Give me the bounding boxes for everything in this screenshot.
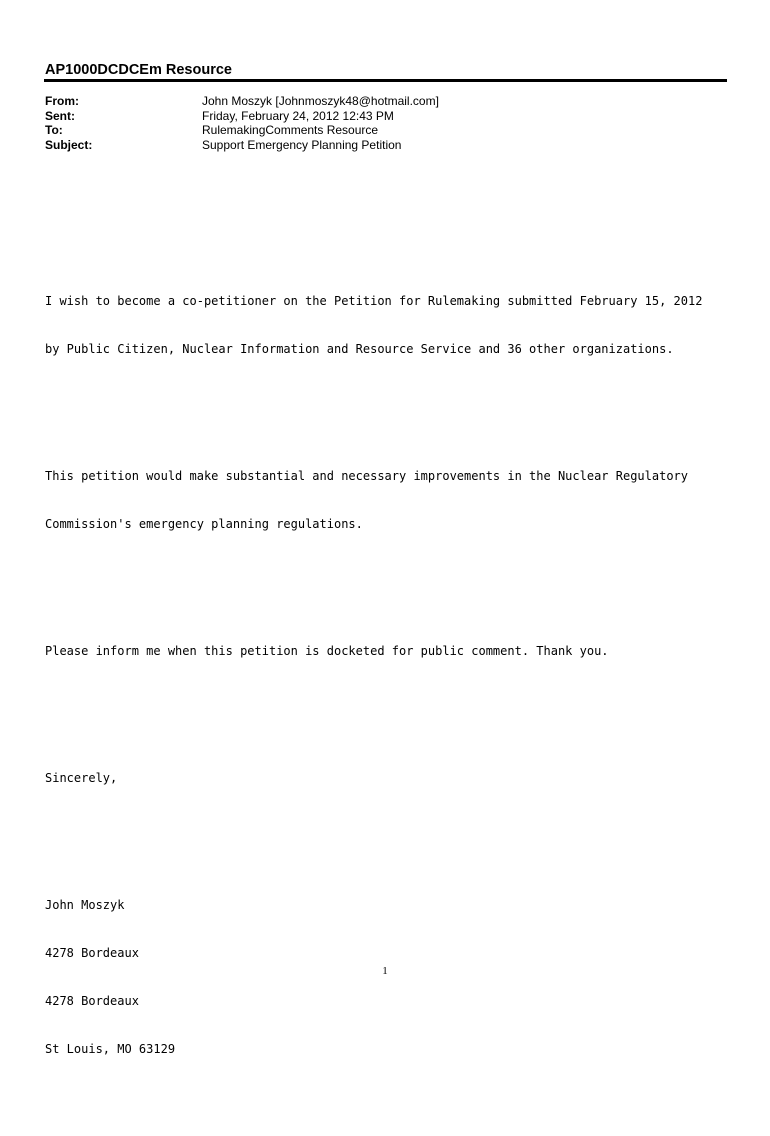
subject-label: Subject:	[45, 137, 93, 152]
body-line: This petition would make substantial and necessary improvements in the Nuclear Regulatory	[45, 469, 688, 483]
body-line: by Public Citizen, Nuclear Information and Resource Service and 36 other organizations.	[45, 342, 674, 356]
to-value: RulemakingComments Resource	[202, 123, 379, 137]
page-number: 1	[382, 965, 388, 977]
from-label: From:	[45, 94, 79, 108]
body-paragraph	[45, 436, 702, 564]
signature-address-line: 4278 Bordeaux	[45, 946, 139, 960]
closing-line: Sincerely,	[45, 771, 118, 785]
body-line: I wish to become a co-petitioner on the Petition for Rulemaking submitted February 15, 2012	[45, 294, 703, 308]
mailbox-title: AP1000DCDCEm Resource	[45, 62, 232, 78]
body-paragraph	[45, 261, 702, 389]
email-body	[45, 229, 702, 1136]
from-value: John Moszyk [Johnmoszyk48@hotmail.com]	[202, 94, 439, 108]
title-divider	[44, 79, 727, 82]
to-label: To:	[45, 123, 63, 137]
body-line: Commission's emergency planning regulations.	[45, 517, 363, 531]
sent-value: Friday, February 24, 2012 12:43 PM	[202, 108, 394, 123]
body-paragraph	[45, 611, 702, 691]
body-line: Please inform me when this petition is docketed for public comment. Thank you.	[45, 644, 609, 658]
signature-address-line: 4278 Bordeaux	[45, 994, 139, 1008]
signature-name: John Moszyk	[45, 898, 125, 912]
subject-value: Support Emergency Planning Petition	[202, 137, 402, 152]
signature-city-line: St Louis, MO 63129	[45, 1042, 176, 1056]
sent-label: Sent:	[45, 108, 75, 123]
closing-paragraph	[45, 738, 702, 818]
